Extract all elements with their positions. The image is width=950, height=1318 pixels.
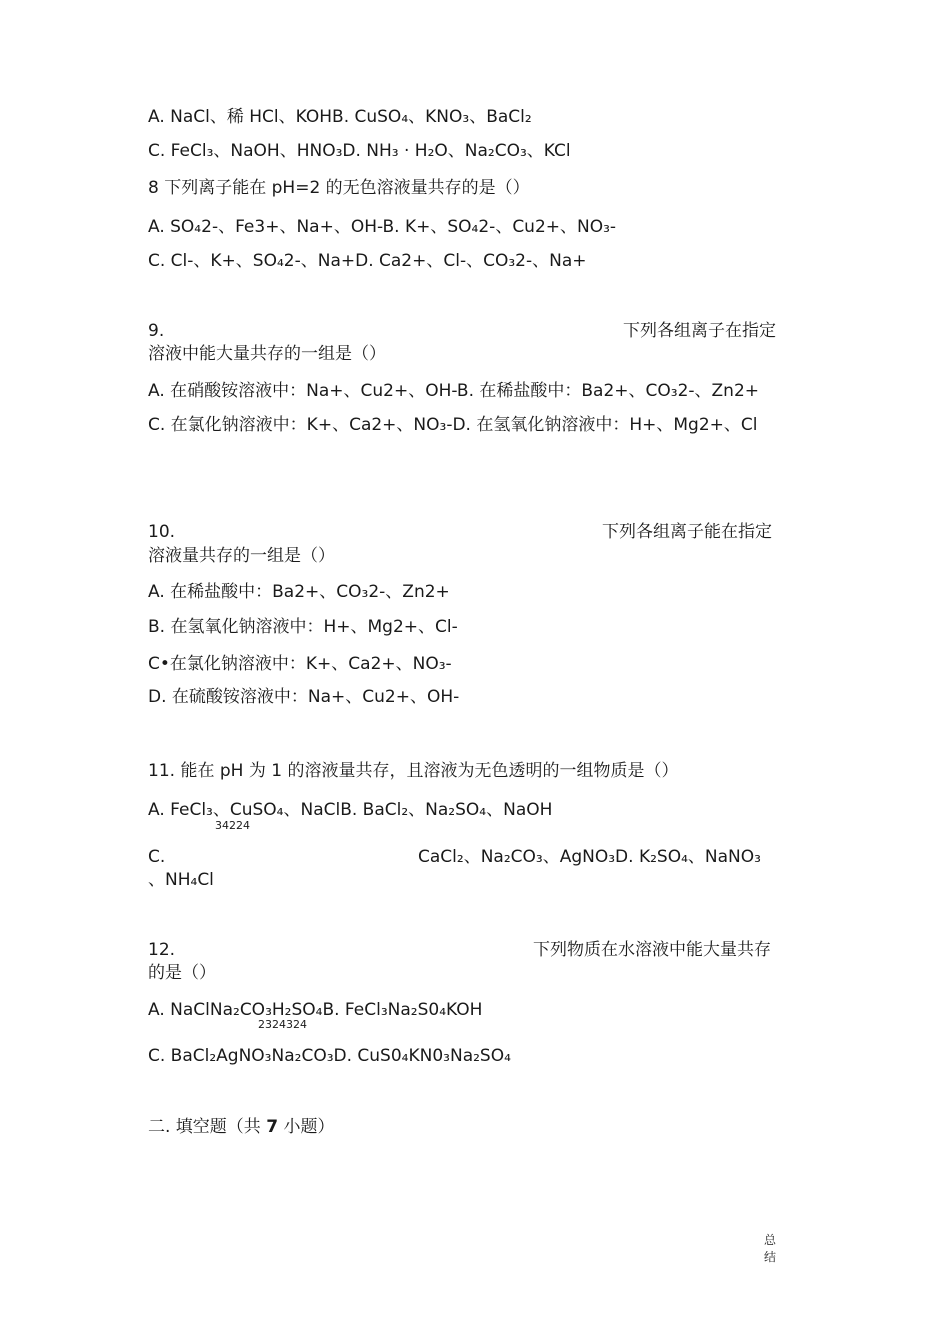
q9-stem-right: 下列各组离子在指定 [623,321,776,341]
q8-stem: 8 下列离子能在 pH=2 的无色溶液量共存的是（） [148,178,530,198]
q12-options-ab: A. NaClNa₂CO₃H₂SO₄B. FeCl₃Na₂S0₄KOH [148,1000,483,1020]
section-2-question-count: 7 [266,1117,279,1137]
q11-subscript-digits: 34224 [215,819,250,832]
footer-char-1: 总 [763,1233,776,1247]
q8-options-cd: C. Cl-、K+、SO₄2-、Na+D. Ca2+、Cl-、CO₃2-、Na+ [148,251,587,271]
q7-options-cd: C. FeCl₃、NaOH、HNO₃D. NH₃ · H₂O、Na₂CO₃、KCl [148,141,571,161]
q10-option-d: D. 在硫酸铵溶液中：Na+、Cu2+、OH- [148,687,460,707]
q9-options-cd: C. 在氯化钠溶液中：K+、Ca2+、NO₃-D. 在氢氧化钠溶液中：H+、Mg2+、Cl [148,415,758,435]
q7-options-ab: A. NaCl、稀 HCl、KOHB. CuSO₄、KNO₃、BaCl₂ [148,107,532,127]
q11-option-c-label: C. [148,847,166,867]
q9-number: 9. [148,321,165,341]
q10-option-b: B. 在氢氧化钠溶液中：H+、Mg2+、Cl- [148,617,458,637]
q11-options-ab: A. FeCl₃、CuSO₄、NaClB. BaCl₂、Na₂SO₄、NaOH [148,800,553,820]
q10-stem-right: 下列各组离子能在指定 [602,522,772,542]
q11-stem: 11. 能在 pH 为 1 的溶液量共存，且溶液为无色透明的一组物质是（） [148,761,679,781]
q11-options-cd: CaCl₂、Na₂CO₃、AgNO₃D. K₂SO₄、NaNO₃ [418,847,761,867]
q12-options-cd: C. BaCl₂AgNO₃Na₂CO₃D. CuS0₄KN0₃Na₂SO₄ [148,1046,511,1066]
q10-stem-cont: 溶液量共存的一组是（） [148,546,335,566]
footer-char-2: 结 [763,1250,776,1264]
q10-option-c: C•在氯化钠溶液中：K+、Ca2+、NO₃- [148,654,452,674]
q12-subscript-digits: 2324324 [258,1018,307,1031]
q12-number: 12. [148,940,176,960]
q10-number: 10. [148,522,176,542]
section-2-heading-after: 小题） [278,1117,335,1137]
q11-options-cd-cont: 、NH₄Cl [148,870,214,890]
q12-stem-cont: 的是（） [148,963,216,983]
section-2-heading-before: 二. 填空题（共 [148,1117,267,1137]
q8-options-ab: A. SO₄2-、Fe3+、Na+、OH-B. K+、SO₄2-、Cu2+、NO₃- [148,217,617,237]
q10-option-a: A. 在稀盐酸中：Ba2+、CO₃2-、Zn2+ [148,582,450,602]
q12-stem-right: 下列物质在水溶液中能大量共存 [533,940,771,960]
q9-stem-cont: 溶液中能大量共存的一组是（） [148,344,386,364]
section-2-heading [148,1116,334,1138]
q9-options-ab: A. 在硝酸铵溶液中：Na+、Cu2+、OH-B. 在稀盐酸中：Ba2+、CO₃2-、Zn2+ [148,381,760,401]
footer-note [763,1232,777,1266]
